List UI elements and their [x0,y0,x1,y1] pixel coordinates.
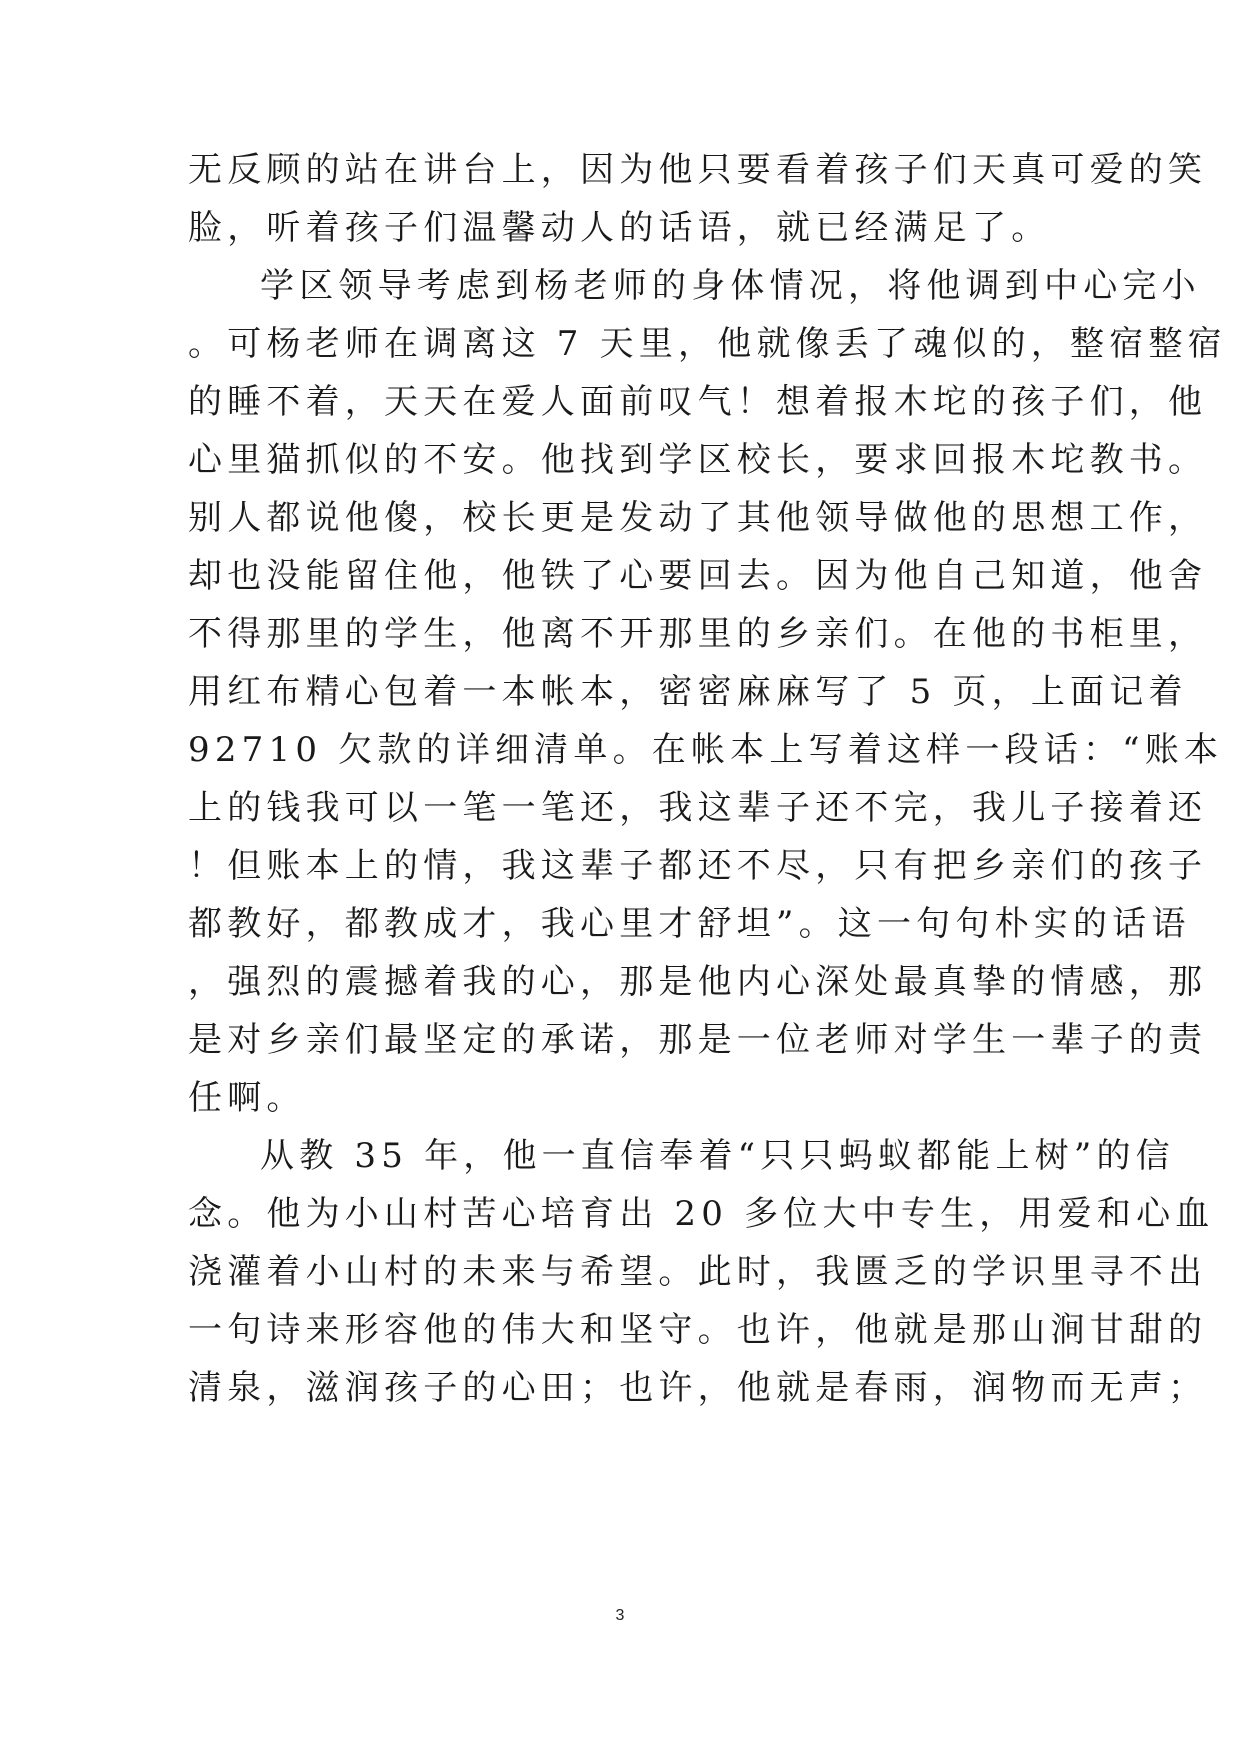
page-number: 3 [615,1607,625,1624]
text-line: 的睡不着，天天在爱人面前叹气！想着报木坨的孩子们，他 [188,382,1208,422]
text-line: 别人都说他傻，校长更是发动了其他领导做他的思想工作， [188,498,1208,538]
text-line: 却也没能留住他，他铁了心要回去。因为他自己知道，他舍 [188,556,1208,596]
text-line: 是对乡亲们最坚定的承诺，那是一位老师对学生一辈子的责 [188,1020,1208,1060]
text-line: 用红布精心包着一本帐本，密密麻麻写了 5 页，上面记着 [188,672,1188,712]
paragraph-start-line: 从教 35 年，他一直信奉着“只只蚂蚁都能上树”的信 [260,1136,1175,1176]
text-line: 脸，听着孩子们温馨动人的话语，就已经满足了。 [188,208,1051,248]
text-line: 清泉，滋润孩子的心田；也许，他就是春雨，润物而无声； [188,1368,1208,1408]
text-line: 无反顾的站在讲台上，因为他只要看着孩子们天真可爱的笑 [188,150,1208,190]
text-line: 都教好，都教成才，我心里才舒坦”。这一句句朴实的话语 [188,904,1191,944]
text-line: 。可杨老师在调离这 7 天里，他就像丢了魂似的，整宿整宿 [188,324,1227,364]
text-line: 心里猫抓似的不安。他找到学区校长，要求回报木坨教书。 [188,440,1208,480]
text-line: 浇灌着小山村的未来与希望。此时，我匮乏的学识里寻不出 [188,1252,1208,1292]
paragraph-start-line: 学区领导考虑到杨老师的身体情况，将他调到中心完小 [260,266,1201,306]
text-line: 不得那里的学生，他离不开那里的乡亲们。在他的书柜里， [188,614,1208,654]
text-line: 任啊。 [188,1078,306,1118]
text-line: 92710 欠款的详细清单。在帐本上写着这样一段话：“账本 [188,730,1224,770]
text-line: 上的钱我可以一笔一笔还，我这辈子还不完，我儿子接着还 [188,788,1208,828]
text-line: ，强烈的震撼着我的心，那是他内心深处最真挚的情感，那 [188,962,1208,1002]
text-line: ！但账本上的情，我这辈子都还不尽，只有把乡亲们的孩子 [188,846,1208,886]
text-line: 念。他为小山村苦心培育出 20 多位大中专生，用爱和心血 [188,1194,1215,1234]
text-line: 一句诗来形容他的伟大和坚守。也许，他就是那山涧甘甜的 [188,1310,1208,1350]
